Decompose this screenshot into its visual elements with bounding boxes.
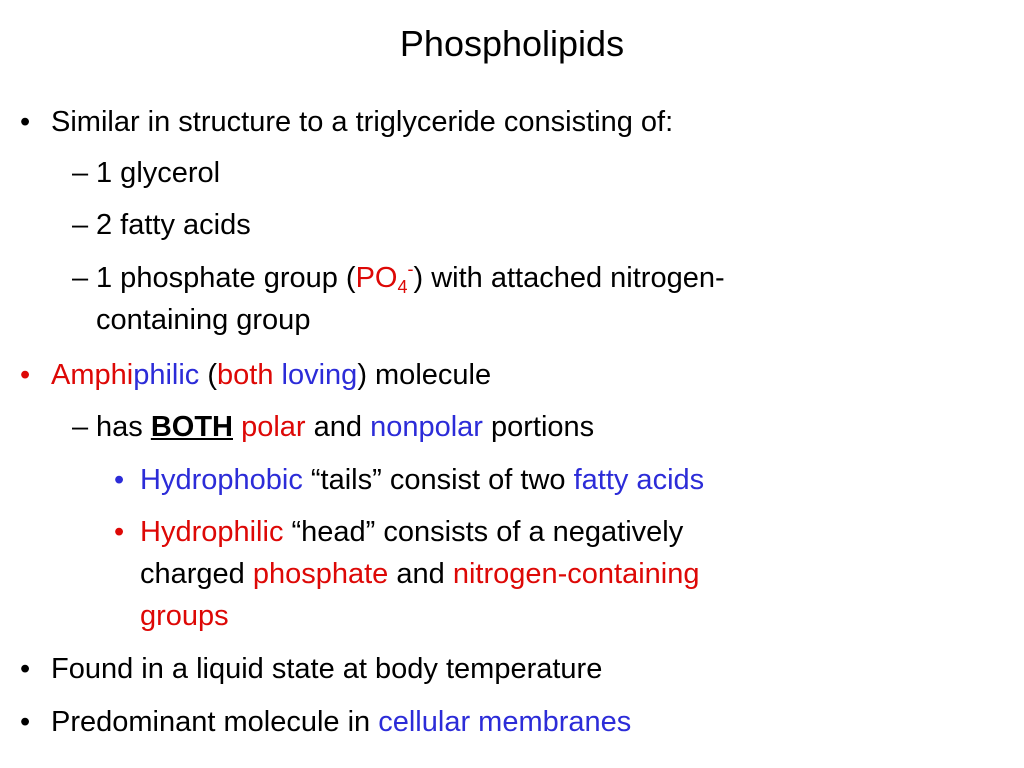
dash-marker: – (72, 262, 89, 294)
bullet-cellular-membranes (51, 701, 631, 743)
text-both: both (217, 359, 274, 391)
sub-sub-bullet-hydrophilic (140, 511, 683, 553)
slide-title: Phospholipids (399, 23, 625, 64)
text-fatty-acids: fatty acids (573, 464, 705, 496)
sub-sub-bullet-groups: groups (140, 600, 229, 632)
bullet-similar-structure: Similar in structure to a triglyceride consisting of: (51, 106, 674, 138)
text-polar: polar (241, 411, 306, 443)
text-open-paren: ( (199, 359, 218, 391)
text-portions: portions (482, 411, 595, 443)
sub-sub-bullet-hydrophilic-cont (140, 553, 700, 595)
text-phosphate-group: 1 phosphate group ( (96, 262, 356, 294)
text-and: and (388, 558, 453, 590)
text-charged: charged (140, 558, 253, 590)
text-nitrogen-containing: nitrogen-containing (452, 558, 700, 590)
text-phosphate: phosphate (252, 558, 389, 590)
text-and: and (305, 411, 371, 443)
bullet-marker: • (20, 106, 31, 138)
text-cellular-membranes: cellular membranes (378, 706, 632, 738)
bullet-marker: • (20, 359, 31, 391)
text-amphi: Amphi (51, 359, 134, 391)
text-molecule: ) molecule (357, 359, 492, 391)
text-head: “head” consists of a negatively (283, 516, 684, 548)
sub-sub-bullet-hydrophobic (140, 459, 704, 501)
dash-marker: – (72, 157, 89, 189)
text-space (273, 359, 281, 391)
bullet-amphiphilic (51, 354, 491, 396)
bullet-marker: • (114, 516, 125, 548)
dash-marker: – (72, 411, 89, 443)
text-predominant: Predominant molecule in (51, 706, 379, 738)
text-hydrophilic: Hydrophilic (140, 516, 284, 548)
text-hydrophobic: Hydrophobic (140, 464, 303, 496)
text-nonpolar: nonpolar (370, 411, 483, 443)
bullet-marker: • (114, 464, 125, 496)
text-philic: philic (133, 359, 200, 391)
bullet-marker: • (20, 653, 31, 685)
text-loving: loving (281, 359, 358, 391)
sub-bullet-fatty-acids: 2 fatty acids (96, 209, 251, 241)
dash-marker: – (72, 209, 89, 241)
text-po: PO (355, 262, 398, 294)
sub-bullet-phosphate-group-cont: containing group (96, 304, 311, 336)
text-po4 (355, 259, 414, 297)
text-has: has (96, 411, 151, 443)
sub-bullet-phosphate-group (96, 257, 725, 299)
bullet-liquid-state: Found in a liquid state at body temperature (51, 653, 603, 685)
text-both-emphasis: BOTH (150, 411, 233, 443)
sub-bullet-glycerol: 1 glycerol (96, 157, 221, 189)
text-subscript-4: 4 (397, 277, 408, 297)
text-attached-nitrogen: ) with attached nitrogen- (413, 262, 725, 294)
text-tails: “tails” consist of two (302, 464, 574, 496)
text-superscript-minus: - (407, 259, 414, 279)
text-space (233, 411, 241, 443)
sub-bullet-polar-nonpolar (96, 406, 594, 448)
bullet-marker: • (20, 706, 31, 738)
